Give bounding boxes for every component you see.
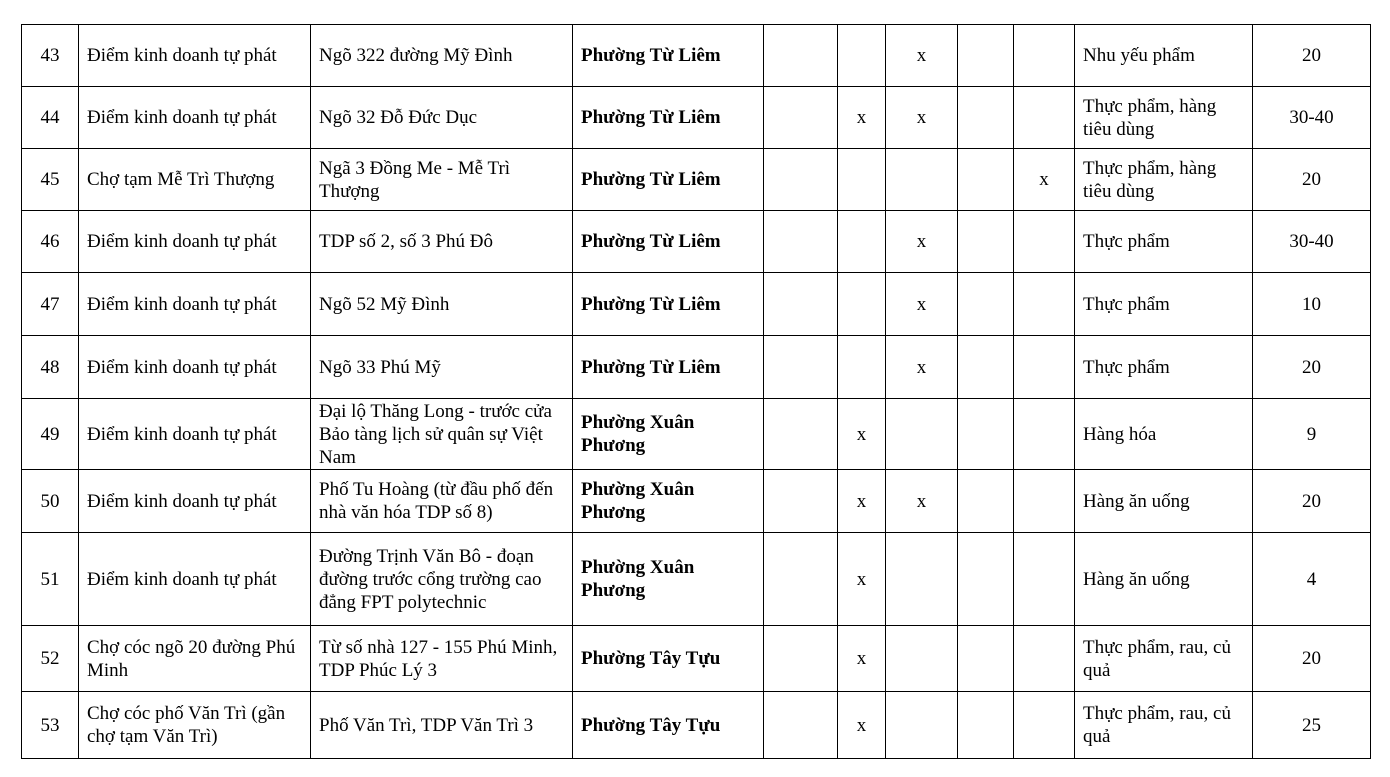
table-row bbox=[22, 25, 1371, 87]
mark-col-3 bbox=[886, 626, 958, 692]
table-row bbox=[22, 626, 1371, 692]
count-cell: 20 bbox=[1253, 25, 1371, 87]
count-cell: 25 bbox=[1253, 692, 1371, 759]
count-cell: 10 bbox=[1253, 273, 1371, 336]
location-name: Điểm kinh doanh tự phát bbox=[79, 399, 311, 470]
mark-col-3: x bbox=[886, 470, 958, 533]
mark-col-1 bbox=[764, 692, 838, 759]
count-cell: 20 bbox=[1253, 149, 1371, 211]
row-number: 48 bbox=[22, 336, 79, 399]
mark-col-1 bbox=[764, 399, 838, 470]
table-row bbox=[22, 336, 1371, 399]
mark-col-2: x bbox=[838, 692, 886, 759]
goods-cell: Hàng ăn uống bbox=[1075, 533, 1253, 626]
mark-col-4 bbox=[958, 273, 1014, 336]
goods-cell: Thực phẩm bbox=[1075, 273, 1253, 336]
mark-col-3: x bbox=[886, 25, 958, 87]
row-number: 52 bbox=[22, 626, 79, 692]
goods-cell: Thực phẩm bbox=[1075, 336, 1253, 399]
count-cell: 20 bbox=[1253, 626, 1371, 692]
address-cell: Phố Văn Trì, TDP Văn Trì 3 bbox=[311, 692, 573, 759]
mark-col-2: x bbox=[838, 470, 886, 533]
row-number: 43 bbox=[22, 25, 79, 87]
count-cell: 9 bbox=[1253, 399, 1371, 470]
location-name: Điểm kinh doanh tự phát bbox=[79, 211, 311, 273]
ward-cell: Phường Tây Tựu bbox=[573, 626, 764, 692]
table-row bbox=[22, 399, 1371, 470]
mark-col-4 bbox=[958, 399, 1014, 470]
ward-cell: Phường Xuân Phương bbox=[573, 399, 764, 470]
row-number: 45 bbox=[22, 149, 79, 211]
table-row bbox=[22, 273, 1371, 336]
mark-col-4 bbox=[958, 211, 1014, 273]
table-row bbox=[22, 87, 1371, 149]
mark-col-2: x bbox=[838, 87, 886, 149]
row-number: 50 bbox=[22, 470, 79, 533]
goods-cell: Thực phẩm, hàng tiêu dùng bbox=[1075, 149, 1253, 211]
mark-col-5: x bbox=[1014, 149, 1075, 211]
location-name: Chợ cóc phố Văn Trì (gần chợ tạm Văn Trì) bbox=[79, 692, 311, 759]
mark-col-3 bbox=[886, 399, 958, 470]
mark-col-3: x bbox=[886, 336, 958, 399]
address-cell: Ngõ 322 đường Mỹ Đình bbox=[311, 25, 573, 87]
mark-col-3: x bbox=[886, 273, 958, 336]
mark-col-3 bbox=[886, 149, 958, 211]
mark-col-4 bbox=[958, 149, 1014, 211]
mark-col-4 bbox=[958, 336, 1014, 399]
row-number: 46 bbox=[22, 211, 79, 273]
mark-col-4 bbox=[958, 533, 1014, 626]
ward-cell: Phường Từ Liêm bbox=[573, 336, 764, 399]
goods-cell: Thực phẩm bbox=[1075, 211, 1253, 273]
mark-col-1 bbox=[764, 626, 838, 692]
mark-col-4 bbox=[958, 626, 1014, 692]
goods-cell: Thực phẩm, rau, củ quả bbox=[1075, 692, 1253, 759]
goods-cell: Hàng hóa bbox=[1075, 399, 1253, 470]
ward-cell: Phường Từ Liêm bbox=[573, 149, 764, 211]
table-row bbox=[22, 211, 1371, 273]
mark-col-4 bbox=[958, 470, 1014, 533]
mark-col-5 bbox=[1014, 273, 1075, 336]
mark-col-1 bbox=[764, 273, 838, 336]
ward-cell: Phường Từ Liêm bbox=[573, 25, 764, 87]
ward-cell: Phường Từ Liêm bbox=[573, 87, 764, 149]
mark-col-5 bbox=[1014, 336, 1075, 399]
mark-col-1 bbox=[764, 533, 838, 626]
count-cell: 20 bbox=[1253, 336, 1371, 399]
mark-col-5 bbox=[1014, 25, 1075, 87]
location-name: Điểm kinh doanh tự phát bbox=[79, 25, 311, 87]
count-cell: 4 bbox=[1253, 533, 1371, 626]
mark-col-1 bbox=[764, 25, 838, 87]
mark-col-3: x bbox=[886, 211, 958, 273]
goods-cell: Thực phẩm, rau, củ quả bbox=[1075, 626, 1253, 692]
location-name: Chợ tạm Mễ Trì Thượng bbox=[79, 149, 311, 211]
mark-col-4 bbox=[958, 87, 1014, 149]
address-cell: TDP số 2, số 3 Phú Đô bbox=[311, 211, 573, 273]
mark-col-1 bbox=[764, 336, 838, 399]
address-cell: Ngõ 32 Đỗ Đức Dục bbox=[311, 87, 573, 149]
goods-cell: Thực phẩm, hàng tiêu dùng bbox=[1075, 87, 1253, 149]
location-name: Điểm kinh doanh tự phát bbox=[79, 533, 311, 626]
mark-col-5 bbox=[1014, 211, 1075, 273]
table-row bbox=[22, 692, 1371, 759]
table-row bbox=[22, 470, 1371, 533]
row-number: 47 bbox=[22, 273, 79, 336]
goods-cell: Nhu yếu phẩm bbox=[1075, 25, 1253, 87]
row-number: 44 bbox=[22, 87, 79, 149]
mark-col-1 bbox=[764, 211, 838, 273]
mark-col-3 bbox=[886, 533, 958, 626]
location-name: Điểm kinh doanh tự phát bbox=[79, 273, 311, 336]
mark-col-4 bbox=[958, 25, 1014, 87]
table-row bbox=[22, 533, 1371, 626]
mark-col-5 bbox=[1014, 533, 1075, 626]
ward-cell: Phường Tây Tựu bbox=[573, 692, 764, 759]
mark-col-1 bbox=[764, 470, 838, 533]
mark-col-1 bbox=[764, 87, 838, 149]
ward-cell: Phường Từ Liêm bbox=[573, 273, 764, 336]
location-name: Điểm kinh doanh tự phát bbox=[79, 470, 311, 533]
mark-col-2 bbox=[838, 273, 886, 336]
mark-col-2 bbox=[838, 336, 886, 399]
address-cell: Đại lộ Thăng Long - trước cửa Bảo tàng lịch sử quân sự Việt Nam bbox=[311, 399, 573, 470]
address-cell: Ngã 3 Đồng Me - Mễ Trì Thượng bbox=[311, 149, 573, 211]
mark-col-5 bbox=[1014, 87, 1075, 149]
mark-col-3: x bbox=[886, 87, 958, 149]
mark-col-4 bbox=[958, 692, 1014, 759]
mark-col-2 bbox=[838, 25, 886, 87]
table-row bbox=[22, 149, 1371, 211]
ward-cell: Phường Xuân Phương bbox=[573, 470, 764, 533]
mark-col-5 bbox=[1014, 470, 1075, 533]
mark-col-5 bbox=[1014, 399, 1075, 470]
row-number: 51 bbox=[22, 533, 79, 626]
mark-col-2: x bbox=[838, 533, 886, 626]
mark-col-2 bbox=[838, 149, 886, 211]
address-cell: Phố Tu Hoàng (từ đầu phố đến nhà văn hóa TDP số 8) bbox=[311, 470, 573, 533]
row-number: 53 bbox=[22, 692, 79, 759]
address-cell: Từ số nhà 127 - 155 Phú Minh, TDP Phúc Lý 3 bbox=[311, 626, 573, 692]
row-number: 49 bbox=[22, 399, 79, 470]
market-table bbox=[21, 24, 1371, 759]
mark-col-2: x bbox=[838, 626, 886, 692]
goods-cell: Hàng ăn uống bbox=[1075, 470, 1253, 533]
ward-cell: Phường Từ Liêm bbox=[573, 211, 764, 273]
mark-col-5 bbox=[1014, 692, 1075, 759]
mark-col-5 bbox=[1014, 626, 1075, 692]
address-cell: Đường Trịnh Văn Bô - đoạn đường trước cổng trường cao đẳng FPT polytechnic bbox=[311, 533, 573, 626]
mark-col-1 bbox=[764, 149, 838, 211]
mark-col-2 bbox=[838, 211, 886, 273]
location-name: Chợ cóc ngõ 20 đường Phú Minh bbox=[79, 626, 311, 692]
location-name: Điểm kinh doanh tự phát bbox=[79, 336, 311, 399]
address-cell: Ngõ 52 Mỹ Đình bbox=[311, 273, 573, 336]
ward-cell: Phường Xuân Phương bbox=[573, 533, 764, 626]
mark-col-3 bbox=[886, 692, 958, 759]
count-cell: 30-40 bbox=[1253, 87, 1371, 149]
mark-col-2: x bbox=[838, 399, 886, 470]
address-cell: Ngõ 33 Phú Mỹ bbox=[311, 336, 573, 399]
location-name: Điểm kinh doanh tự phát bbox=[79, 87, 311, 149]
count-cell: 20 bbox=[1253, 470, 1371, 533]
count-cell: 30-40 bbox=[1253, 211, 1371, 273]
